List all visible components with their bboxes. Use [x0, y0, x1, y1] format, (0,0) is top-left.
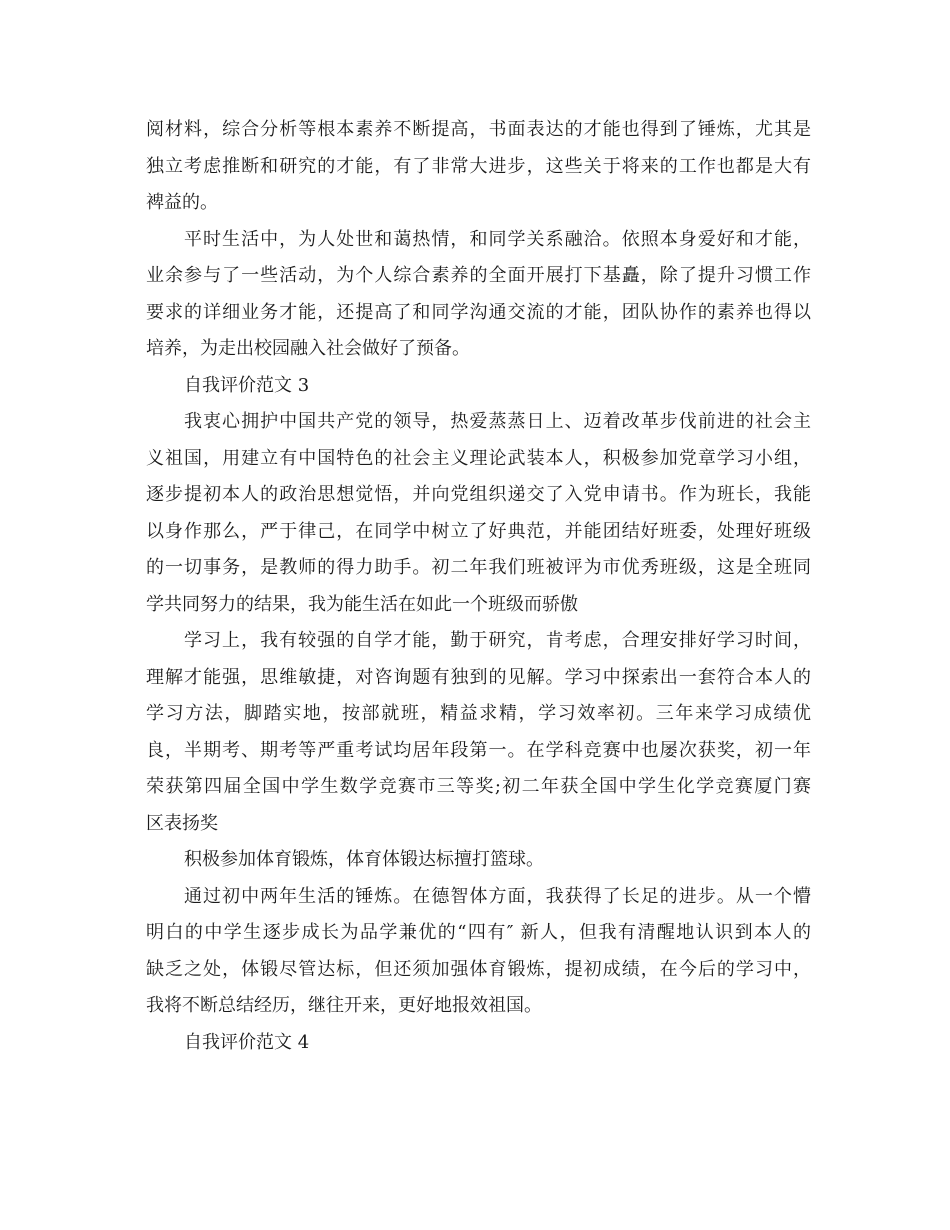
text-line-23: 明白的中学生逐步成长为品学兼优的“四有″ 新人，但我有清醒地认识到本人的	[146, 922, 811, 943]
text-line-7: 培养，为走出校园融入社会做好了预备。	[146, 338, 470, 359]
text-line-2: 独立考虑推断和研究的才能，有了非常大进步，这些关于将来的工作也都是大有	[146, 155, 811, 177]
text-line-13: 的一切事务，是教师的得力助手。初二年我们班被评为市优秀班级，这是全班同	[146, 557, 811, 578]
text-line-21: 积极参加体育锻炼，体育体锻达标擅打篮球。	[184, 849, 544, 870]
text-line-10: 义祖国，用建立有中国特色的社会主义理论武装本人，积极参加党章学习小组，	[146, 447, 811, 469]
text-line-22: 通过初中两年生活的锤炼。在德智体方面，我获得了长足的进步。从一个懵	[184, 885, 811, 907]
text-line-19: 荣获第四届全国中学生数学竞赛市三等奖;初二年获全国中学生化学竞赛厦门赛	[146, 776, 811, 797]
section-heading-4: 自我评价范文 4	[184, 1031, 310, 1053]
section-heading-3: 自我评价范文 3	[184, 374, 310, 396]
text-line-15: 学习上，我有较强的自学才能，勤于研究，肯考虑，合理安排好学习时间，	[184, 630, 811, 651]
document-body	[146, 112, 811, 1061]
text-line-6: 要求的详细业务才能，还提高了和同学沟通交流的才能，团队协作的素养也得以	[146, 301, 811, 323]
text-line-17: 学习方法，脚踏实地，按部就班，精益求精，学习效率初。三年来学习成绩优	[146, 703, 811, 724]
text-line-11: 逐步提初本人的政治思想觉悟，并向党组织递交了入党申请书。作为班长，我能	[146, 484, 811, 505]
text-line-4: 平时生活中，为人处世和蔼热情，和同学关系融洽。依照本身爱好和才能，	[184, 228, 811, 250]
text-line-1: 阅材料，综合分析等根本素养不断提高，书面表达的才能也得到了锤炼，尤其是	[146, 119, 811, 140]
text-line-12: 以身作那么，严于律己，在同学中树立了好典范，并能团结好班委，处理好班级	[146, 520, 811, 542]
text-line-9: 我衷心拥护中国共产党的领导，热爱蒸蒸日上、迈着改革步伐前进的社会主	[184, 411, 811, 432]
text-line-24: 缺乏之处，体锻尽管达标，但还须加强体育锻炼，提初成绩，在今后的学习中，	[146, 958, 811, 980]
text-line-5: 业余参与了一些活动，为个人综合素养的全面开展打下基矗，除了提升习惯工作	[146, 265, 811, 286]
text-line-14: 学共同努力的结果，我为能生活在如此一个班级而骄傲	[146, 593, 578, 615]
text-line-20: 区表扬奖	[146, 812, 218, 834]
text-line-25: 我将不断总结经历，继往开来，更好地报效祖国。	[146, 995, 542, 1016]
text-line-3: 裨益的。	[146, 192, 218, 213]
text-line-18: 良，半期考、期考等严重考试均居年段第一。在学科竞赛中也屡次获奖，初一年	[146, 739, 811, 761]
text-line-16: 理解才能强，思维敏捷，对咨询题有独到的见解。学习中探索出一套符合本人的	[146, 666, 811, 688]
